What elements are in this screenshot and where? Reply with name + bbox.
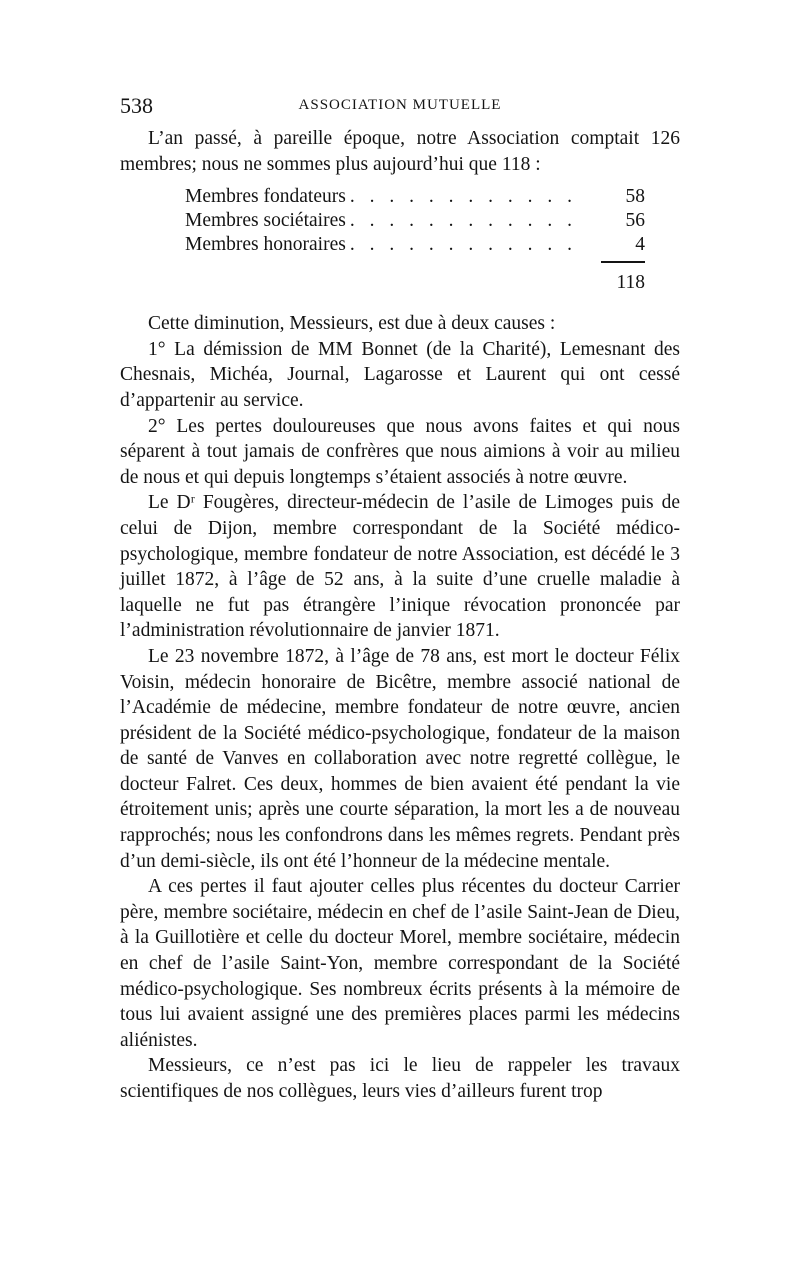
members-row	[185, 185, 645, 209]
member-label: Membres fondateurs	[185, 186, 346, 208]
running-title: ASSOCIATION MUTUELLE	[298, 97, 502, 113]
members-row	[185, 233, 645, 257]
paragraph: Le Dʳ Fougères, directeur-médecin de l’asile de Limoges puis de celui de Dijon, membre correspondant de la Société médico-psychologique, membre fondateur de notre Association, est décédé le 3 juillet 1872, à l’âge de 52 ans, à la suite d’une cruelle maladie à laquelle ne fut pas étrangère l’inique révocation prononcée par l’administration révolutionnaire de janvier 1871.	[120, 492, 680, 642]
page-body	[120, 126, 680, 1105]
dot-leader: . . . . . . . . . . . .	[349, 234, 577, 256]
paragraph: Le 23 novembre 1872, à l’âge de 78 ans, est mort le docteur Félix Voisin, médecin honoraire de Bicêtre, membre associé national de l’Académie de médecine, membre fondateur de notre œuvre, ancien président de la Société médico-psychologique, fondateur de la maison de santé de Vanves en collaboration avec notre regretté collègue, le docteur Falret. Ces deux, hommes de bien avaient été pendant la vie étroitement unis; après une courte séparation, la mort les a de nouveau rapprochés; nous les confondrons dans les mêmes regrets. Pendant près d’un demi-siècle, ils ont été l’honneur de la médecine mentale.	[120, 645, 680, 872]
member-label: Membres honoraires	[185, 234, 346, 256]
member-count: 56	[625, 210, 645, 232]
member-count: 4	[635, 234, 645, 256]
member-label: Membres sociétaires	[185, 210, 346, 232]
dot-leader: . . . . . . . . . . . .	[349, 186, 577, 208]
paragraph: 1° La démission de MM Bonnet (de la Charité), Lemesnant des Chesnais, Michéa, Journal, Lagarosse et Laurent qui ont cessé d’appartenir au service.	[120, 338, 680, 411]
paragraph: A ces pertes il faut ajouter celles plus récentes du docteur Carrier père, membre sociétaire, médecin en chef de l’asile Saint-Jean de Dieu, à la Guillotière et celle du docteur Morel, membre sociétaire, médecin en chef de l’asile Saint-Yon, membre correspondant de la Société médico-psychologique. Ses nombreux écrits présents à la mémoire de tous lui avaient assigné une des premières places parmi les médecins aliénistes.	[120, 876, 680, 1051]
members-table	[185, 185, 645, 295]
main-text	[120, 311, 680, 1104]
dot-leader: . . . . . . . . . . . .	[349, 210, 577, 232]
members-total: 118	[601, 261, 645, 295]
members-row	[185, 209, 645, 233]
page-number: 538	[120, 93, 153, 118]
paragraph: Messieurs, ce n’est pas ici le lieu de rappeler les travaux scientifiques de nos collègues, leurs vies d’ailleurs furent trop	[120, 1055, 680, 1102]
intro-paragraph: L’an passé, à pareille époque, notre Association comptait 126 membres; nous ne sommes plus aujourd’hui que 118 :	[120, 128, 680, 175]
member-count: 58	[625, 186, 645, 208]
page-header	[120, 93, 680, 123]
members-total-row	[185, 257, 645, 295]
paragraph: 2° Les pertes douloureuses que nous avons faites et qui nous séparent à tout jamais de confrères que nous aimions à voir au milieu de nous et qui depuis longtemps s’étaient associés à notre œuvre.	[120, 415, 680, 488]
paragraph: Cette diminution, Messieurs, est due à deux causes :	[148, 313, 556, 335]
